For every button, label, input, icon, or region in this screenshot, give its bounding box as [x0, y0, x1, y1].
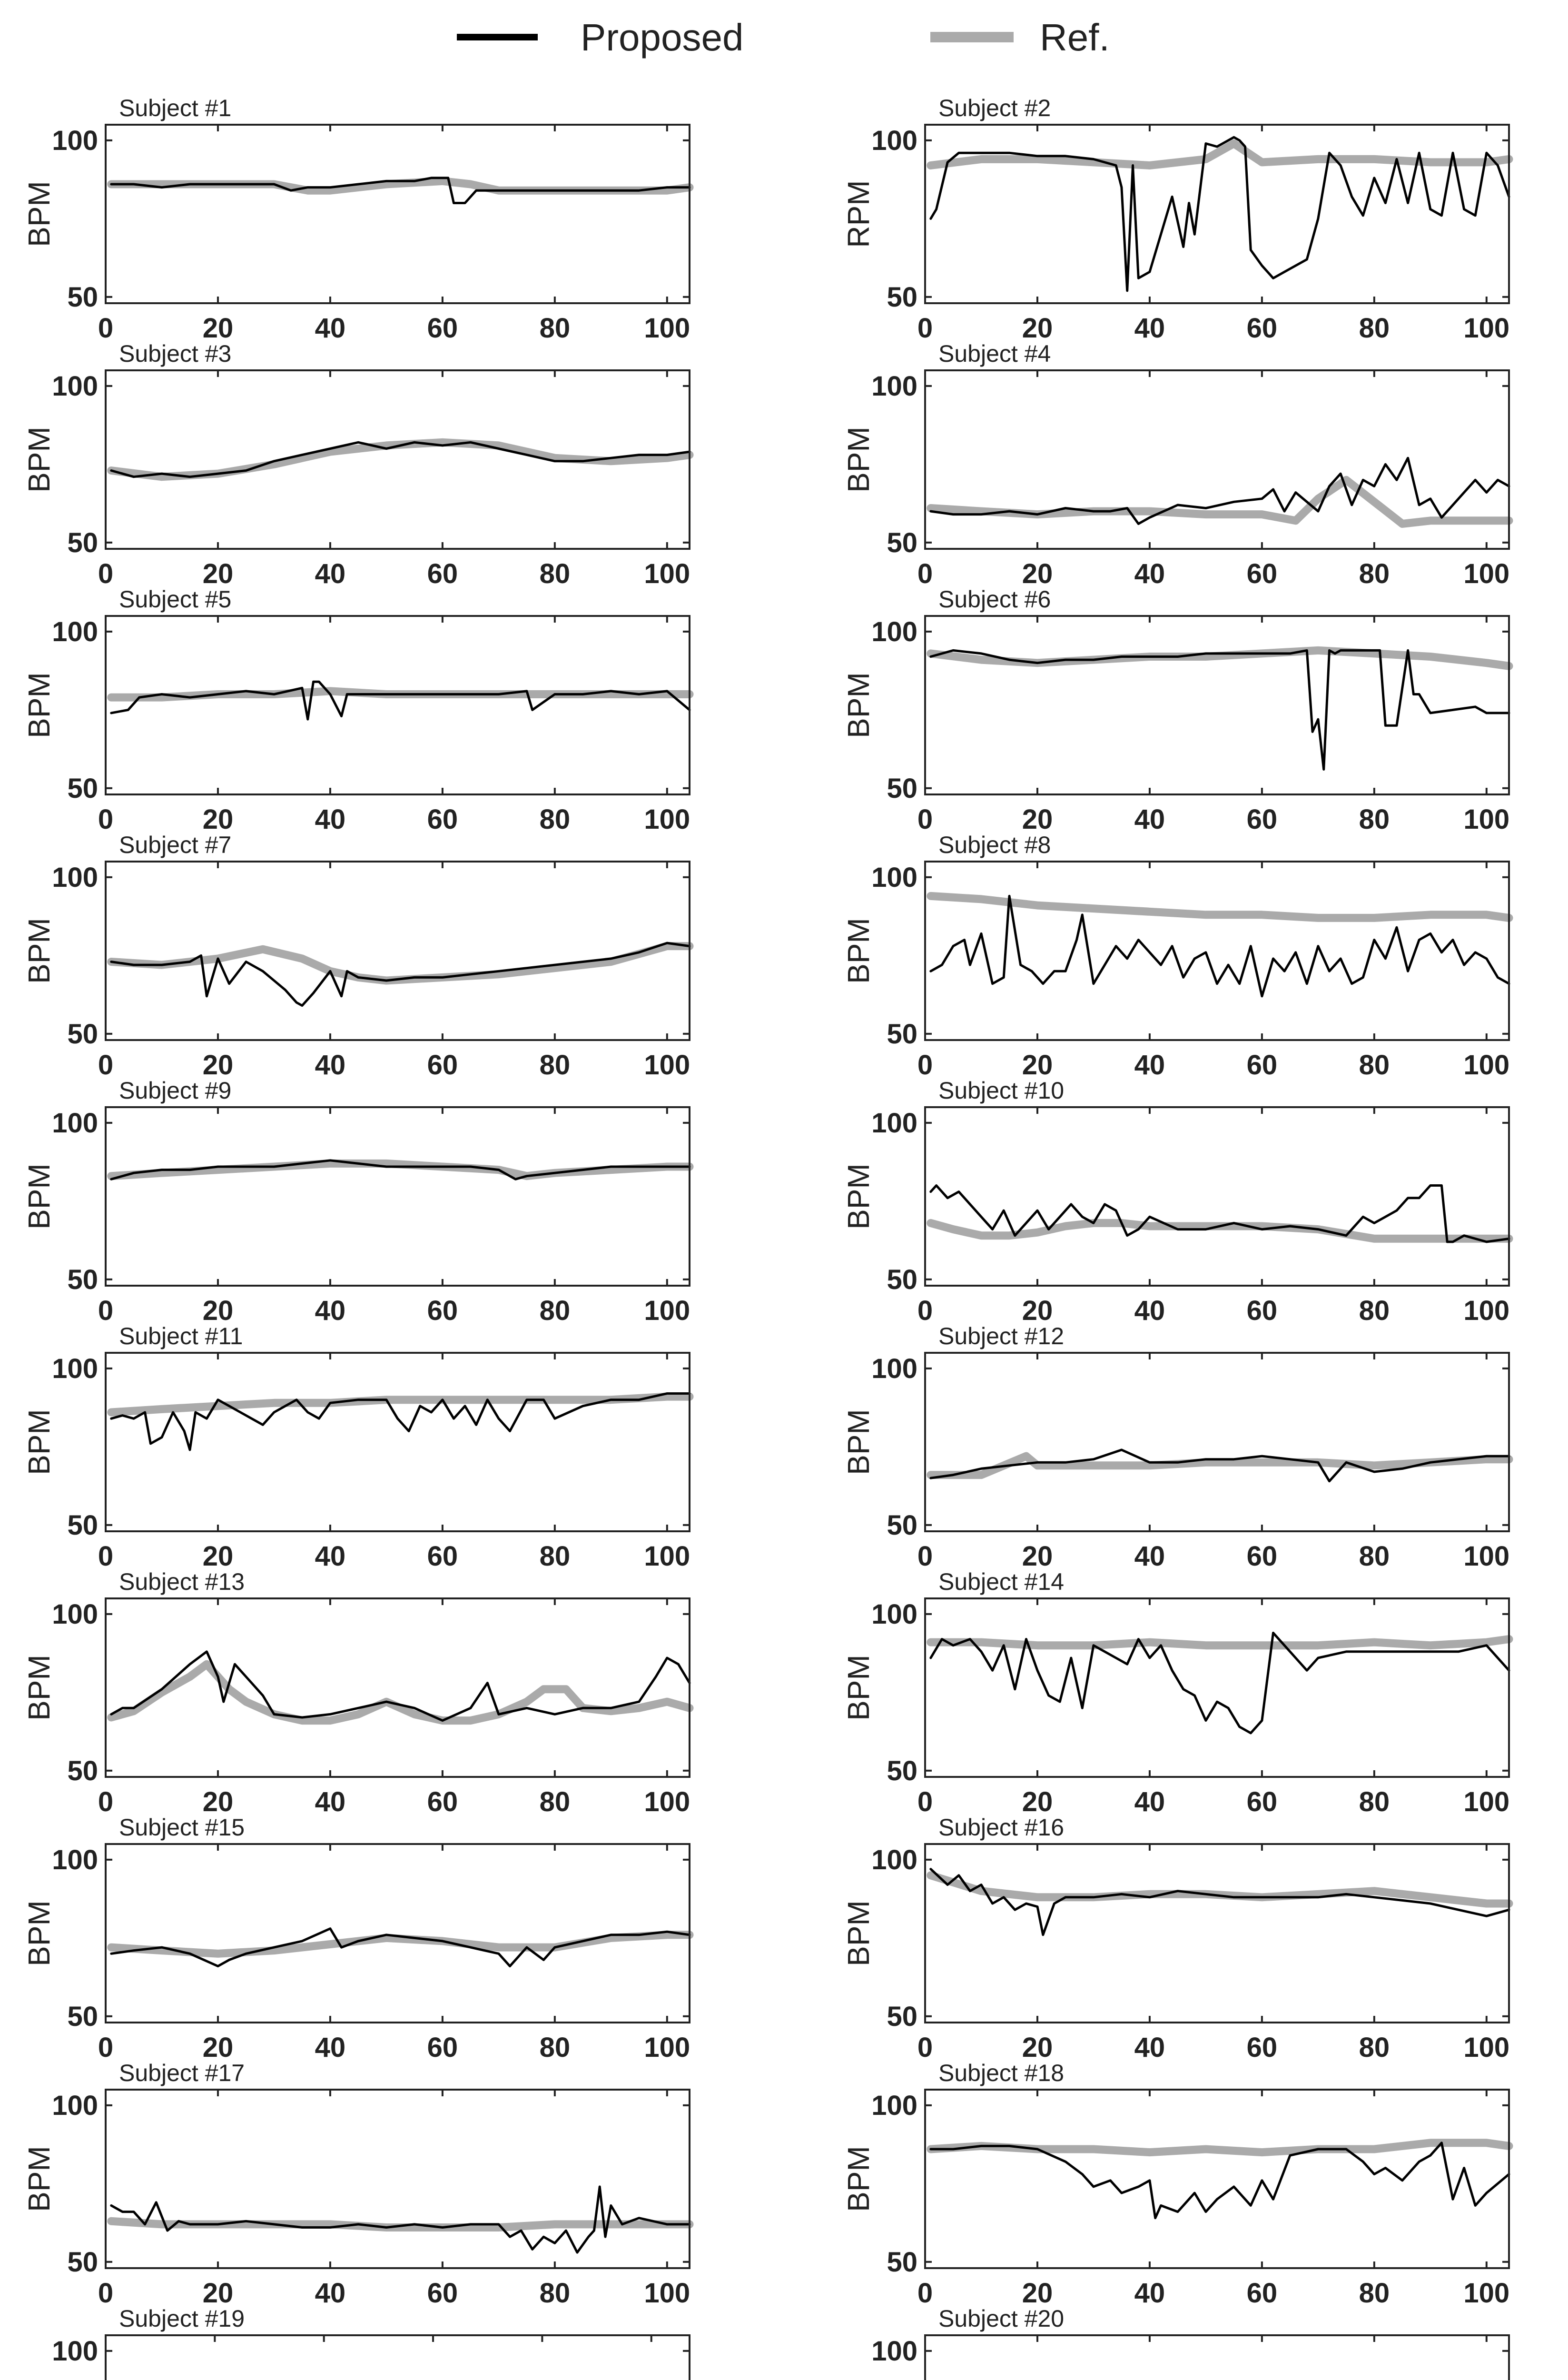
x-tick-label: 80: [539, 1541, 571, 1572]
y-tick-label: 50: [887, 1509, 917, 1541]
y-tick-label: 50: [887, 2246, 917, 2278]
x-tick-label: 40: [315, 1050, 346, 1081]
y-tick-label: 50: [67, 527, 98, 558]
y-axis-label: BPM: [841, 918, 876, 984]
x-tick-label: 0: [917, 558, 933, 589]
subplot-title: Subject #7: [119, 832, 232, 858]
subplot-title: Subject #19: [119, 2305, 245, 2332]
y-axis-label: BPM: [841, 426, 876, 493]
subplot: [841, 340, 1509, 589]
plot-frame: [925, 862, 1509, 1040]
x-tick-label: 20: [202, 1295, 234, 1326]
y-axis-label: BPM: [841, 1409, 876, 1475]
x-tick-label: 60: [427, 558, 458, 589]
x-tick-label: 60: [427, 1295, 458, 1326]
x-tick-label: 20: [202, 313, 234, 344]
y-axis-label: BPM: [841, 1900, 876, 1966]
y-tick-label: 50: [887, 1755, 917, 1786]
subplot: [841, 2060, 1509, 2309]
series-line-proposed: [111, 943, 690, 1006]
y-tick-label: 50: [67, 773, 98, 804]
y-tick-label: 100: [871, 862, 917, 893]
x-tick-label: 40: [1134, 2278, 1165, 2309]
y-axis-label: BPM: [22, 1900, 56, 1966]
plot-frame: [106, 862, 690, 1040]
x-tick-label: 80: [539, 558, 571, 589]
x-tick-label: 40: [1134, 1050, 1165, 1081]
x-tick-label: 40: [315, 804, 346, 835]
x-tick-label: 0: [98, 1295, 114, 1326]
x-tick-label: 20: [1022, 1541, 1053, 1572]
x-tick-label: 0: [98, 804, 114, 835]
x-tick-label: 20: [1022, 2032, 1053, 2063]
x-tick-label: 40: [315, 2032, 346, 2063]
x-tick-label: 20: [202, 2278, 234, 2309]
x-tick-label: 100: [1463, 558, 1510, 589]
subplot: [841, 586, 1509, 835]
x-tick-label: 40: [315, 2278, 346, 2309]
x-tick-label: 20: [202, 1541, 234, 1572]
plot-frame: [106, 2090, 690, 2268]
x-tick-label: 0: [98, 1050, 114, 1081]
x-tick-label: 100: [1463, 313, 1510, 344]
subplot-title: Subject #6: [938, 586, 1051, 613]
y-tick-label: 100: [52, 1598, 98, 1630]
plot-frame: [106, 1598, 690, 1777]
x-tick-label: 80: [539, 1786, 571, 1817]
x-tick-label: 60: [427, 1786, 458, 1817]
x-tick-label: 100: [644, 2278, 690, 2309]
x-tick-label: 80: [539, 804, 571, 835]
y-tick-label: 100: [871, 2090, 917, 2121]
x-tick-label: 100: [644, 2032, 690, 2063]
x-tick-label: 0: [98, 1541, 114, 1572]
y-axis-label: BPM: [841, 1163, 876, 1230]
y-tick-label: 50: [67, 2246, 98, 2278]
series-line-ref: [931, 480, 1509, 524]
subplot: [22, 1814, 690, 2063]
subplot: [22, 1323, 690, 1572]
subplot: [22, 1568, 690, 1817]
x-tick-label: 0: [98, 313, 114, 344]
plot-frame: [925, 1598, 1509, 1777]
subplot: [22, 95, 690, 344]
x-tick-label: 40: [1134, 1541, 1165, 1572]
series-line-proposed: [111, 1929, 690, 1966]
x-tick-label: 80: [1359, 1050, 1390, 1081]
x-tick-label: 0: [917, 804, 933, 835]
x-tick-label: 80: [539, 313, 571, 344]
x-tick-label: 20: [1022, 1786, 1053, 1817]
x-tick-label: 40: [315, 1541, 346, 1572]
y-tick-label: 100: [52, 370, 98, 402]
plot-frame: [106, 1107, 690, 1286]
y-tick-label: 50: [67, 1264, 98, 1295]
x-tick-label: 60: [1246, 1050, 1278, 1081]
x-tick-label: 60: [427, 1541, 458, 1572]
x-tick-label: 20: [1022, 313, 1053, 344]
series-line-ref: [931, 1875, 1509, 1904]
x-tick-label: 0: [98, 2032, 114, 2063]
y-axis-label: BPM: [841, 2146, 876, 2212]
y-axis-label: BPM: [22, 1163, 56, 1230]
x-tick-label: 40: [315, 1295, 346, 1326]
x-tick-label: 80: [539, 1050, 571, 1081]
x-tick-label: 80: [1359, 313, 1390, 344]
x-tick-label: 60: [427, 804, 458, 835]
x-tick-label: 60: [427, 2278, 458, 2309]
x-tick-label: 100: [644, 313, 690, 344]
x-tick-label: 100: [1463, 1541, 1510, 1572]
x-tick-label: 100: [644, 804, 690, 835]
x-tick-label: 0: [917, 1050, 933, 1081]
plot-frame: [106, 616, 690, 794]
x-tick-label: 20: [1022, 558, 1053, 589]
series-line-ref: [111, 1397, 690, 1412]
series-line-ref: [111, 946, 690, 981]
y-tick-label: 50: [67, 281, 98, 313]
x-tick-label: 20: [1022, 804, 1053, 835]
subplot: [841, 832, 1509, 1081]
x-tick-label: 60: [427, 313, 458, 344]
series-line-proposed: [931, 650, 1509, 769]
subplot: [841, 1077, 1509, 1326]
x-tick-label: 100: [1463, 1295, 1510, 1326]
x-tick-label: 80: [1359, 2032, 1390, 2063]
series-line-ref: [111, 181, 690, 190]
y-axis-label: BPM: [841, 1655, 876, 1721]
y-tick-label: 100: [52, 862, 98, 893]
x-tick-label: 0: [98, 2278, 114, 2309]
subplot: [22, 1077, 690, 1326]
subplot: [22, 586, 690, 835]
y-tick-label: 100: [871, 1844, 917, 1875]
subplot-title: Subject #12: [938, 1323, 1065, 1349]
x-tick-label: 40: [1134, 1786, 1165, 1817]
x-tick-label: 0: [917, 313, 933, 344]
x-tick-label: 0: [917, 1541, 933, 1572]
x-tick-label: 100: [644, 1050, 690, 1081]
x-tick-label: 60: [1246, 2032, 1278, 2063]
x-tick-label: 80: [539, 2032, 571, 2063]
x-tick-label: 40: [1134, 2032, 1165, 2063]
subplot-title: Subject #15: [119, 1814, 245, 1841]
subplot-title: Subject #17: [119, 2060, 245, 2086]
subplot-title: Subject #1: [119, 95, 232, 121]
series-line-proposed: [111, 682, 690, 719]
x-tick-label: 80: [1359, 2278, 1390, 2309]
plot-frame: [925, 1844, 1509, 2023]
x-tick-label: 60: [1246, 1786, 1278, 1817]
subplot-title: Subject #16: [938, 1814, 1065, 1841]
x-tick-label: 100: [1463, 804, 1510, 835]
x-tick-label: 100: [644, 1295, 690, 1326]
y-tick-label: 100: [871, 1598, 917, 1630]
x-tick-label: 80: [1359, 1786, 1390, 1817]
subplot-title: Subject #18: [938, 2060, 1065, 2086]
y-tick-label: 50: [67, 1018, 98, 1050]
y-axis-label: BPM: [22, 181, 56, 247]
plot-frame: [925, 616, 1509, 794]
series-line-proposed: [931, 1186, 1509, 1242]
x-tick-label: 20: [202, 1050, 234, 1081]
x-tick-label: 0: [917, 1295, 933, 1326]
x-tick-label: 60: [1246, 2278, 1278, 2309]
y-tick-label: 100: [871, 370, 917, 402]
subplot: [841, 1568, 1509, 1817]
x-tick-label: 60: [1246, 1541, 1278, 1572]
subplot-title: Subject #2: [938, 95, 1051, 121]
plot-frame: [106, 2335, 690, 2380]
subplot: [841, 95, 1509, 344]
x-tick-label: 20: [1022, 2278, 1053, 2309]
x-tick-label: 100: [1463, 2032, 1510, 2063]
y-tick-label: 50: [887, 281, 917, 313]
y-axis-label: BPM: [22, 426, 56, 493]
x-tick-label: 100: [644, 558, 690, 589]
x-tick-label: 40: [315, 558, 346, 589]
x-tick-label: 40: [1134, 313, 1165, 344]
legend: [457, 16, 1110, 59]
x-tick-label: 60: [1246, 1295, 1278, 1326]
y-tick-label: 50: [887, 773, 917, 804]
y-tick-label: 100: [52, 2090, 98, 2121]
x-tick-label: 100: [644, 1786, 690, 1817]
subplot-title: Subject #5: [119, 586, 232, 613]
subplot: [841, 1323, 1509, 1572]
subplot-grid: [22, 95, 1509, 2380]
subplot-title: Subject #20: [938, 2305, 1065, 2332]
x-tick-label: 20: [202, 804, 234, 835]
x-tick-label: 40: [1134, 558, 1165, 589]
y-tick-label: 50: [887, 1264, 917, 1295]
x-tick-label: 20: [202, 1786, 234, 1817]
x-tick-label: 60: [1246, 804, 1278, 835]
y-axis-label: BPM: [22, 918, 56, 984]
y-tick-label: 50: [67, 1755, 98, 1786]
y-tick-label: 50: [67, 1509, 98, 1541]
x-tick-label: 0: [917, 2278, 933, 2309]
y-tick-label: 50: [887, 527, 917, 558]
series-line-ref: [931, 1639, 1509, 1646]
x-tick-label: 100: [1463, 1786, 1510, 1817]
subplot-title: Subject #10: [938, 1077, 1065, 1104]
subplot-title: Subject #4: [938, 340, 1051, 367]
y-axis-label: BPM: [22, 672, 56, 738]
y-axis-label: BPM: [22, 2146, 56, 2212]
y-tick-label: 50: [887, 2001, 917, 2032]
x-tick-label: 100: [1463, 2278, 1510, 2309]
x-tick-label: 80: [1359, 1541, 1390, 1572]
x-tick-label: 0: [917, 1786, 933, 1817]
x-tick-label: 60: [427, 1050, 458, 1081]
y-tick-label: 100: [871, 125, 917, 156]
subplot-title: Subject #9: [119, 1077, 232, 1104]
subplot-title: Subject #3: [119, 340, 232, 367]
x-tick-label: 60: [427, 2032, 458, 2063]
plot-frame: [106, 125, 690, 303]
subplot: [841, 2305, 1509, 2380]
y-tick-label: 100: [52, 1844, 98, 1875]
x-tick-label: 40: [315, 1786, 346, 1817]
subplot: [22, 340, 690, 589]
x-tick-label: 40: [315, 313, 346, 344]
x-tick-label: 80: [539, 1295, 571, 1326]
plot-frame: [925, 2335, 1509, 2380]
x-tick-label: 80: [1359, 804, 1390, 835]
legend-ref-label: Ref.: [1040, 16, 1110, 59]
subplot: [841, 1814, 1509, 2063]
subplot-title: Subject #14: [938, 1568, 1065, 1595]
series-line-ref: [111, 1664, 690, 1720]
subplot: [22, 2060, 690, 2309]
y-tick-label: 100: [52, 2335, 98, 2367]
x-tick-label: 20: [1022, 1295, 1053, 1326]
plot-frame: [925, 2090, 1509, 2268]
plot-frame: [106, 1353, 690, 1531]
series-line-proposed: [931, 2143, 1509, 2218]
plot-frame: [925, 1353, 1509, 1531]
y-tick-label: 100: [871, 2335, 917, 2367]
y-tick-label: 100: [871, 616, 917, 647]
x-tick-label: 40: [1134, 1295, 1165, 1326]
y-tick-label: 50: [887, 1018, 917, 1050]
subplot-title: Subject #11: [119, 1323, 243, 1349]
x-tick-label: 0: [98, 558, 114, 589]
y-axis-label: RPM: [841, 180, 876, 248]
y-tick-label: 100: [52, 125, 98, 156]
y-axis-label: BPM: [22, 1409, 56, 1475]
subplot: [22, 832, 690, 1081]
x-tick-label: 100: [1463, 1050, 1510, 1081]
x-tick-label: 40: [1134, 804, 1165, 835]
x-tick-label: 20: [202, 558, 234, 589]
series-line-proposed: [111, 2187, 690, 2252]
x-tick-label: 20: [1022, 1050, 1053, 1081]
x-tick-label: 0: [98, 1786, 114, 1817]
y-tick-label: 50: [67, 2001, 98, 2032]
y-axis-label: BPM: [22, 1655, 56, 1721]
y-tick-label: 100: [871, 1107, 917, 1139]
x-tick-label: 80: [1359, 1295, 1390, 1326]
x-tick-label: 80: [539, 2278, 571, 2309]
y-tick-label: 100: [52, 616, 98, 647]
subplot-title: Subject #13: [119, 1568, 245, 1595]
plot-frame: [106, 1844, 690, 2023]
x-tick-label: 80: [1359, 558, 1390, 589]
y-tick-label: 100: [52, 1107, 98, 1139]
y-tick-label: 100: [52, 1353, 98, 1384]
x-tick-label: 100: [644, 1541, 690, 1572]
x-tick-label: 0: [917, 2032, 933, 2063]
series-line-proposed: [931, 1869, 1509, 1935]
series-line-ref: [931, 896, 1509, 918]
subplot: [22, 2305, 690, 2380]
subplot-title: Subject #8: [938, 832, 1051, 858]
legend-proposed-label: Proposed: [581, 16, 744, 59]
y-tick-label: 100: [871, 1353, 917, 1384]
x-tick-label: 60: [1246, 558, 1278, 589]
y-axis-label: BPM: [841, 672, 876, 738]
x-tick-label: 60: [1246, 313, 1278, 344]
x-tick-label: 20: [202, 2032, 234, 2063]
